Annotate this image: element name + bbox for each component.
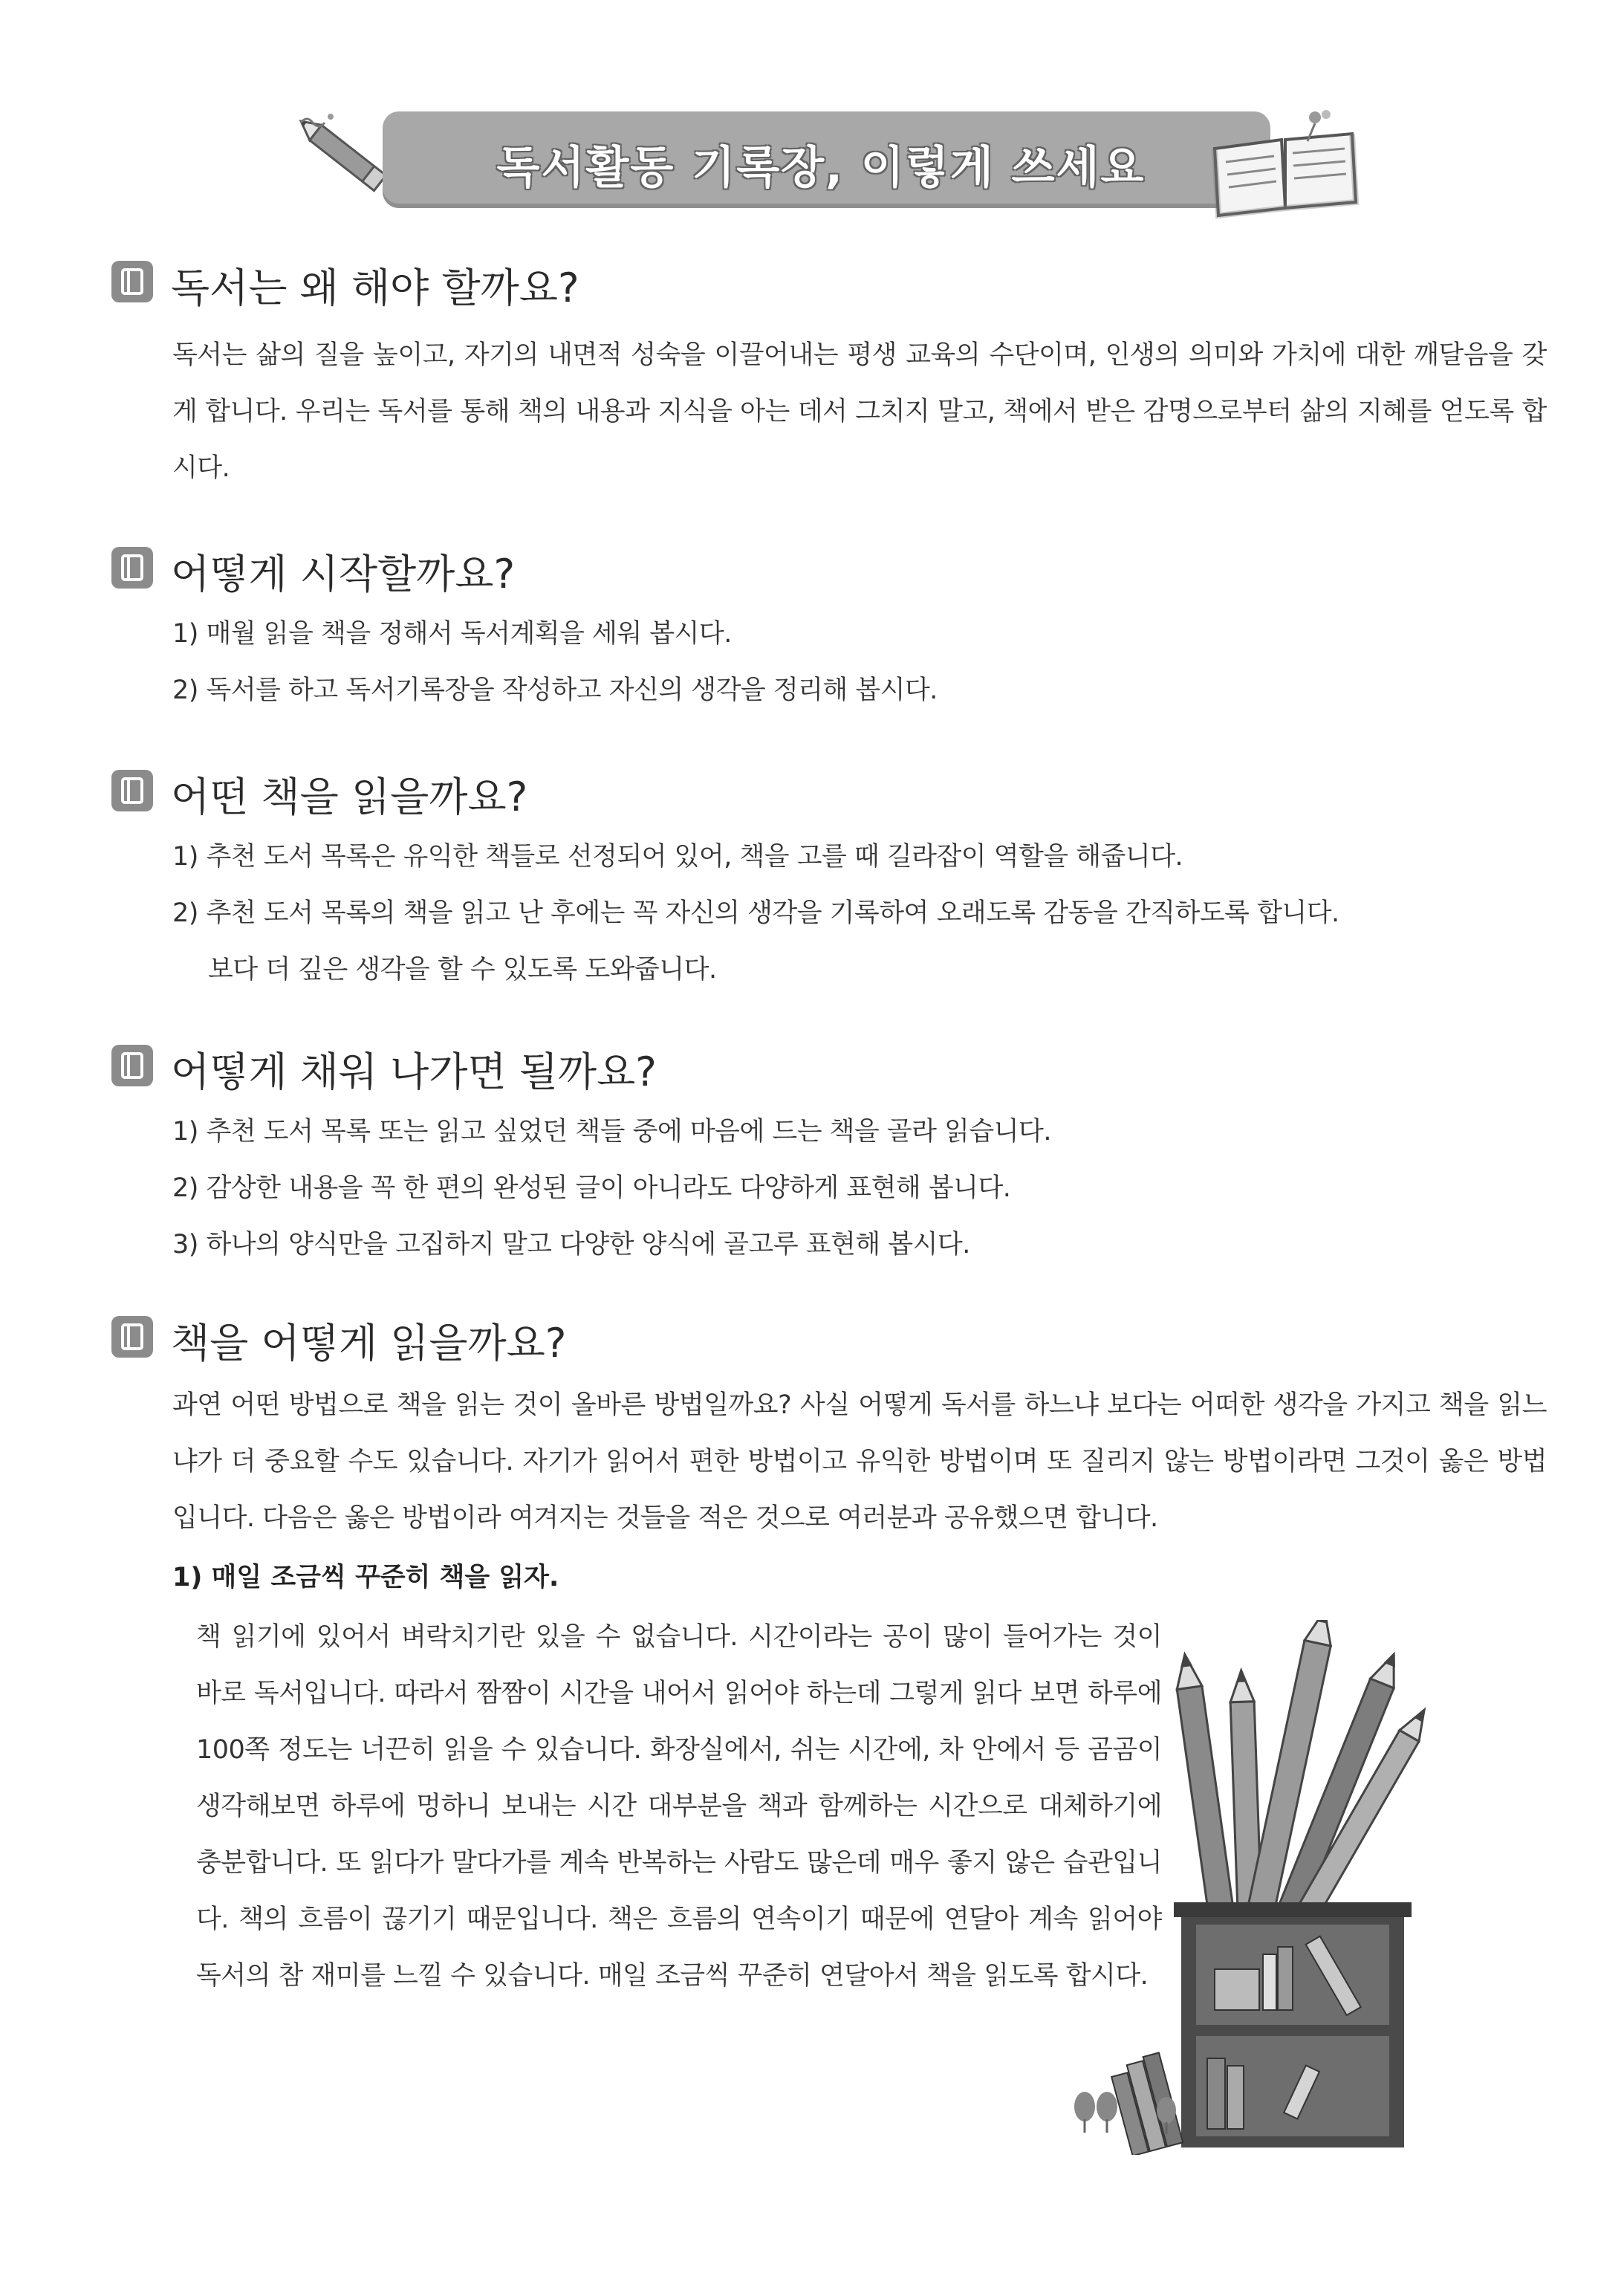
section-how-fill: [111, 1040, 1538, 1260]
list-item: 1) 매월 읽을 책을 정해서 독서계획을 세워 봅시다.: [172, 619, 732, 649]
list-item: 1) 추천 도서 목록은 유익한 책들로 선정되어 있어, 책을 고를 때 길라잡이 역할을 해줍니다.: [172, 842, 1183, 872]
list-item: 2) 감상한 내용을 꼭 한 편의 완성된 글이 아니라도 다양하게 표현해 봅니다.: [172, 1173, 1011, 1203]
section-paragraph: 과연 어떤 방법으로 책을 읽는 것이 올바른 방법일까요? 사실 어떻게 독서를 하느냐 보다는 어떠한 생각을 가지고 책을 읽느냐가 더 중요할 수도 있습니다. 자기가 읽어서 편한 방법이고 유익한 방법이며 또 질리지 않는 방법이라면 그것이 옳은 방법입니다. 다음은 옳은 방법이라 여겨지는 것들을 적은 것으로 여러분과 공유했으면 합니다.: [172, 1390, 1547, 1533]
section-why-read: [111, 256, 1547, 483]
section-how-start: [111, 542, 1538, 705]
section-header: [111, 256, 1538, 316]
section-list: [172, 1103, 1569, 1273]
page-title: 독서활동 기록장, 이렇게 쓰세요: [496, 142, 1146, 194]
section-header: [111, 765, 1538, 825]
list-item: 1) 추천 도서 목록 또는 읽고 싶었던 책들 중에 마음에 드는 책을 골라 읽습니다.: [172, 1117, 1051, 1147]
list-item: 3) 하나의 양식만을 고집하지 말고 다양한 양식에 골고루 표현해 봅시다.: [172, 1230, 970, 1260]
section-header: [111, 1312, 1538, 1371]
section-title: 어떻게 시작할까요?: [171, 551, 516, 597]
section-what-read: [111, 765, 1538, 985]
book-icon: [111, 1045, 153, 1086]
section-title: 독서는 왜 해야 할까요?: [171, 265, 579, 311]
bookshelf-pencils-illustration: [1055, 1620, 1530, 2155]
section-list: [172, 606, 1569, 719]
section-header: [111, 542, 1538, 602]
title-banner: [383, 111, 1270, 208]
book-icon: [111, 770, 153, 811]
book-icon: [111, 261, 153, 302]
open-book-icon: [1204, 104, 1367, 223]
book-icon: [111, 547, 153, 589]
section-title: 책을 어떻게 읽을까요?: [171, 1320, 567, 1367]
subsection-title: 1) 매일 조금씩 꾸준히 책을 읽자.: [172, 1563, 559, 1592]
section-title: 어떤 책을 읽을까요?: [171, 774, 528, 820]
section-list: [172, 829, 1569, 998]
subsection-paragraph: 책 읽기에 있어서 벼락치기란 있을 수 없습니다. 시간이라는 공이 많이 들어가는 것이 바로 독서입니다. 따라서 짬짬이 시간을 내어서 읽어야 하는데 그렇게 읽다 보면 하루에 100쪽 정도는 너끈히 읽을 수 있습니다. 화장실에서, 쉬는 시간에, 차 안에서 등 곰곰이 생각해보면 하루에 멍하니 보내는 시간 대부분을 책과 함께하는 시간으로 대체하기에 충분합니다. 또 읽다가 말다가를 계속 반복하는 사람도 많은데 매우 좋지 않은 습관입니다. 책의 흐름이 끊기기 때문입니다. 책은 흐름의 연속이기 때문에 연달아 계속 읽어야 독서의 참 재미를 느낄 수 있습니다. 매일 조금씩 꾸준히 연달아서 책을 읽도록 합시다.: [196, 1622, 1162, 1991]
book-icon: [111, 1316, 153, 1358]
list-item: 2) 독서를 하고 독서기록장을 작성하고 자신의 생각을 정리해 봅시다.: [172, 675, 938, 705]
list-item: 2) 추천 도서 목록의 책을 읽고 난 후에는 꼭 자신의 생각을 기록하여 오래도록 감동을 간직하도록 합니다.: [172, 898, 1339, 928]
section-title: 어떻게 채워 나가면 될까요?: [171, 1048, 657, 1095]
list-item-continuation: 보다 더 깊은 생각을 할 수 있도록 도와줍니다.: [208, 955, 717, 985]
section-how-read: [111, 1312, 1547, 1991]
section-header: [111, 1040, 1538, 1100]
section-paragraph: 독서는 삶의 질을 높이고, 자기의 내면적 성숙을 이끌어내는 평생 교육의 수단이며, 인생의 의미와 가치에 대한 깨달음을 갖게 합니다. 우리는 독서를 통해 책의 내용과 지식을 아는 데서 그치지 말고, 책에서 받은 감명으로부터 삶의 지혜를 얻도록 합시다.: [172, 340, 1547, 483]
